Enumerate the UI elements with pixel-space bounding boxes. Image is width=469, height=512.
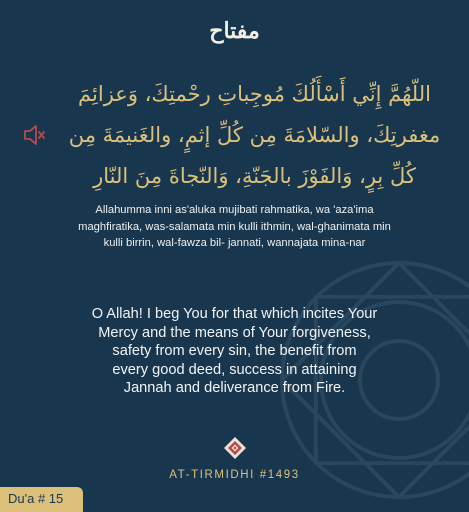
translation-line: Mercy and the means of Your forgiveness, xyxy=(98,324,371,341)
arabic-line: مغفرتِكَ، والسّلامَةَ مِن كُلِّ إثمٍ، والغَنيمَةَ مِن xyxy=(68,123,441,147)
speaker-icon[interactable] xyxy=(22,122,48,148)
arabic-line: كُلِّ بِرٍ، وَالفَوْزَ بالجَنّةِ، وَالنّجاةَ مِنَ النّارِ xyxy=(93,164,416,188)
transliteration-line: Allahumma inni as'aluka mujibati rahmatika, wa 'aza'ima xyxy=(95,204,374,216)
dua-number-label: Du'a # 15 xyxy=(8,491,64,506)
arabic-dua xyxy=(60,74,449,197)
hadith-source: AT-TIRMIDHI #1493 xyxy=(169,469,300,481)
arabic-line: اللّهُمَّ إِنِّي أَسْأَلُكَ مُوجِباتِ رحْمتِكَ، وَعزائِمَ xyxy=(78,82,431,106)
transliteration-line: kulli birrin, wal-fawza bil- jannati, wannajata mina-nar xyxy=(103,237,366,249)
logo xyxy=(0,18,469,44)
translation-line: Jannah and deliverance from Fire. xyxy=(123,380,346,397)
translation-line: safety from every sin, the benefit from xyxy=(112,343,357,360)
logo-text: مفتاح xyxy=(209,18,260,44)
dua-number-badge xyxy=(0,487,83,512)
translation xyxy=(20,305,449,398)
translation-line: O Allah! I beg You for that which incites Your xyxy=(91,306,378,322)
translation-line: every good deed, success in attaining xyxy=(112,361,357,378)
transliteration-line: maghfiratika, was-salamata min kulli ithmin, wal-ghanimata min xyxy=(78,220,391,233)
diamond-ornament-icon xyxy=(223,436,247,460)
transliteration xyxy=(40,202,429,252)
